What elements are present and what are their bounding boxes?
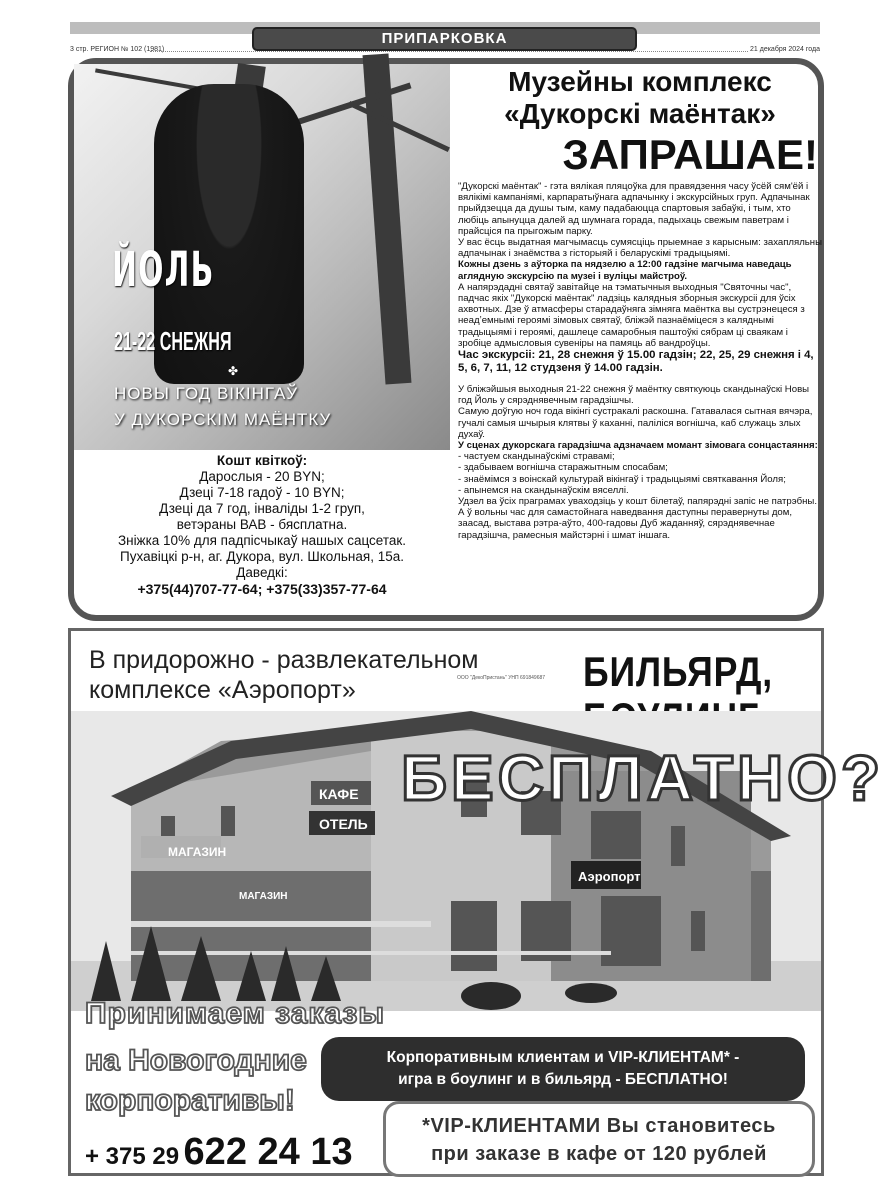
free-headline: БЕСПЛАТНО? — [401, 742, 884, 814]
museum-title-invite: ЗАПРАШАЕ! — [562, 131, 818, 178]
rubric-title: ПРИПАРКОВКА — [252, 27, 637, 51]
paragraph: Самую доўгую ноч года вікінгі сустракалі раскошна. Гатавалася сытная вячэра, гучалі самыя шчырыя клятвы ў каханні, паліліся вогнішча, каб служаць злых духаў. — [458, 406, 813, 440]
corporate-offer — [321, 1037, 805, 1101]
museum-ad — [68, 58, 824, 621]
airport-ad — [68, 628, 884, 1176]
poster-title: ЙОЛЬ — [112, 242, 215, 298]
museum-title: Музейны комплекс «Дукорскі маёнтак» — [504, 66, 776, 129]
issue-date: 21 декабря 2024 года — [750, 46, 821, 53]
sign-shop-2: МАГАЗИН — [239, 891, 288, 902]
museum-article — [458, 181, 822, 541]
phone-number: 622 24 13 — [183, 1131, 353, 1173]
paragraph-bold: Кожны дзень з аўторка па нядзелю а 12:00 гадзіне магчыма наведаць аглядную экскурсію па музеі і вуліцы майстроў. — [458, 259, 792, 282]
headline-line: БИЛЬЯРД, — [583, 648, 774, 695]
ad-intro — [89, 645, 478, 705]
paragraph: У вас ёсць выдатная магчымасць сумясціць прыемнае з карысным: захапляльны адпачынак і знаёмства з гісторыяй і беларускімі традыцыямі. — [458, 237, 822, 260]
header-rule — [150, 51, 748, 52]
paragraph: А ў вольны час для самастойнага наведвання даступны перавернуты дом, заасад, выстава рэтра-аўто, 400-гадовы Дуб жаданняў, сярэднявечнае гарадзішча, рамесныя майстэрні і шмат іншага. — [458, 507, 793, 541]
vip-line: при заказе в кафе от 120 рублей — [431, 1143, 767, 1165]
ticket-prices — [74, 450, 450, 622]
ticket-line: Дзеці 7-18 гадоў - 10 BYN; — [179, 485, 345, 500]
ticket-line: Дарослыя - 20 BYN; — [199, 469, 325, 484]
discount-line: Зніжка 10% для падпісчыкаў нашых сацсетак. — [117, 533, 407, 548]
paragraph-bold: У сценах дукорскага гарадзішча адзначаем момант зімовага сонцастаяння: — [458, 440, 818, 452]
ticket-heading: Кошт квіткоў: — [216, 453, 308, 468]
orders-headline: Принимаем заказы — [85, 997, 385, 1030]
info-label: Даведкі: — [236, 565, 288, 580]
poster-subtitle-2: У ДУКОРСКІМ МАЁНТКУ — [114, 410, 332, 429]
poster-subtitle-1: НОВЫ ГОД ВІКІНГАЎ — [114, 384, 299, 403]
ad-intro-line: комплексе «Аэропорт» — [89, 676, 356, 704]
sign-cafe: КАФЕ — [319, 786, 359, 802]
sign-hotel: ОТЕЛЬ — [319, 816, 368, 832]
ornament-icon: ✤ — [228, 364, 239, 378]
list-item: - здабываем вогнішча старажытным спосабам; — [458, 462, 668, 474]
list-item: - знаёмімся з воінскай культурай вікінгаў і традыцыямі святкавання Йоля; — [458, 473, 786, 485]
sign-shop: МАГАЗИН — [168, 845, 227, 859]
ad-intro-line: В придорожно - развлекательном — [89, 646, 479, 674]
offer-line: Корпоративным клиентам и VIP-КЛИЕНТАМ* - — [386, 1049, 740, 1066]
paragraph: "Дукорскі маёнтак" - гэта вялікая пляцоўка для правядзення часу ўсёй сям'ёй і вялікімі кампаніямі, карпаратыўнага адпачынку і экскурсійных груп. Адпачынак прыйдзецца да душы тым, каму падабаюцца спартовыя забаўкі, і тым, хто любіць апынуцца далей ад шумнага горада, падыхаць свежым паветрам і прайсціся па прыгожым парку. — [458, 181, 810, 237]
offer-line: игра в боулинг и в бильярд - БЕСПЛАТНО! — [398, 1071, 728, 1088]
issue-number: РЕГИОН № 102 (1981) — [90, 46, 165, 53]
tour-times: Час экскурсіі: 21, 28 снежня ў 15.00 гадзін; 22, 25, 29 снежня і 4, 5, 6, 7, 11, 12 студзеня ў 14.00 гадзін. — [458, 349, 814, 374]
list-item: - частуем скандынаўскімі стравамі; — [458, 451, 615, 463]
paragraph: У бліжэйшыя выходныя 21-22 снежня ў маёнтку святкуюць скандынаўскі Новы год Йоль у сярэднявечным гарадзішчы. — [458, 384, 810, 407]
legal-note: ООО "ДекоПристань" УНП 691849687 — [457, 675, 546, 681]
yol-poster — [74, 64, 450, 450]
sign-airport: Аэропорт — [578, 869, 641, 884]
headline-line: на Новогодние — [85, 1044, 307, 1077]
phone-prefix: + 375 29 — [85, 1143, 180, 1170]
ticket-line: ветэраны ВАВ - бясплатна. — [176, 517, 348, 532]
vip-note — [383, 1101, 815, 1177]
list-item: - апынемся на скандынаўскім вяселлі. — [458, 484, 629, 496]
page-number: 3 стр. РЕГИОН № 102 (1981) — [70, 46, 165, 53]
headline-line: корпоративы! — [85, 1084, 295, 1117]
new-year-headline — [85, 1041, 307, 1121]
poster-dates: 21-22 СНЕЖНЯ — [114, 326, 232, 356]
address-line: Пухавіцкі р-н, аг. Дукора, вул. Школьная, 15а. — [120, 549, 404, 564]
ad-phone — [85, 1131, 353, 1174]
vip-line: *VIP-КЛИЕНТАМИ Вы становитесь — [422, 1115, 776, 1137]
paragraph: А напярэдадні святаў завітайце на тэматычныя выходныя "Святочны час", падчас якіх "Дукорскі маёнтак" ладзіць калядныя зборныя экскурсіі для ўсіх ахвотных. Дзе ў атмасферы старадаўняга зімняга маёнтка вы сустрэнецеся з неадʼемнымі героямі зімовых святаў, бліжэй пазнаёміцеся з каляднымі традыцыямі і героямі, дашлеце самаробныя паштоўкі сябрам ці сваякам і зробіце адмысловыя сувеніры на памяць аб вандроўцы. — [458, 281, 805, 349]
paragraph: Удзел ва ўсіх праграмах уваходзіць у кошт білетаў, папярэдні запіс не патрэбны. — [458, 496, 817, 508]
museum-phones: +375(44)707-77-64; +375(33)357-77-64 — [137, 581, 387, 597]
ticket-line: Дзеці да 7 год, інваліды 1-2 груп, — [159, 501, 365, 516]
